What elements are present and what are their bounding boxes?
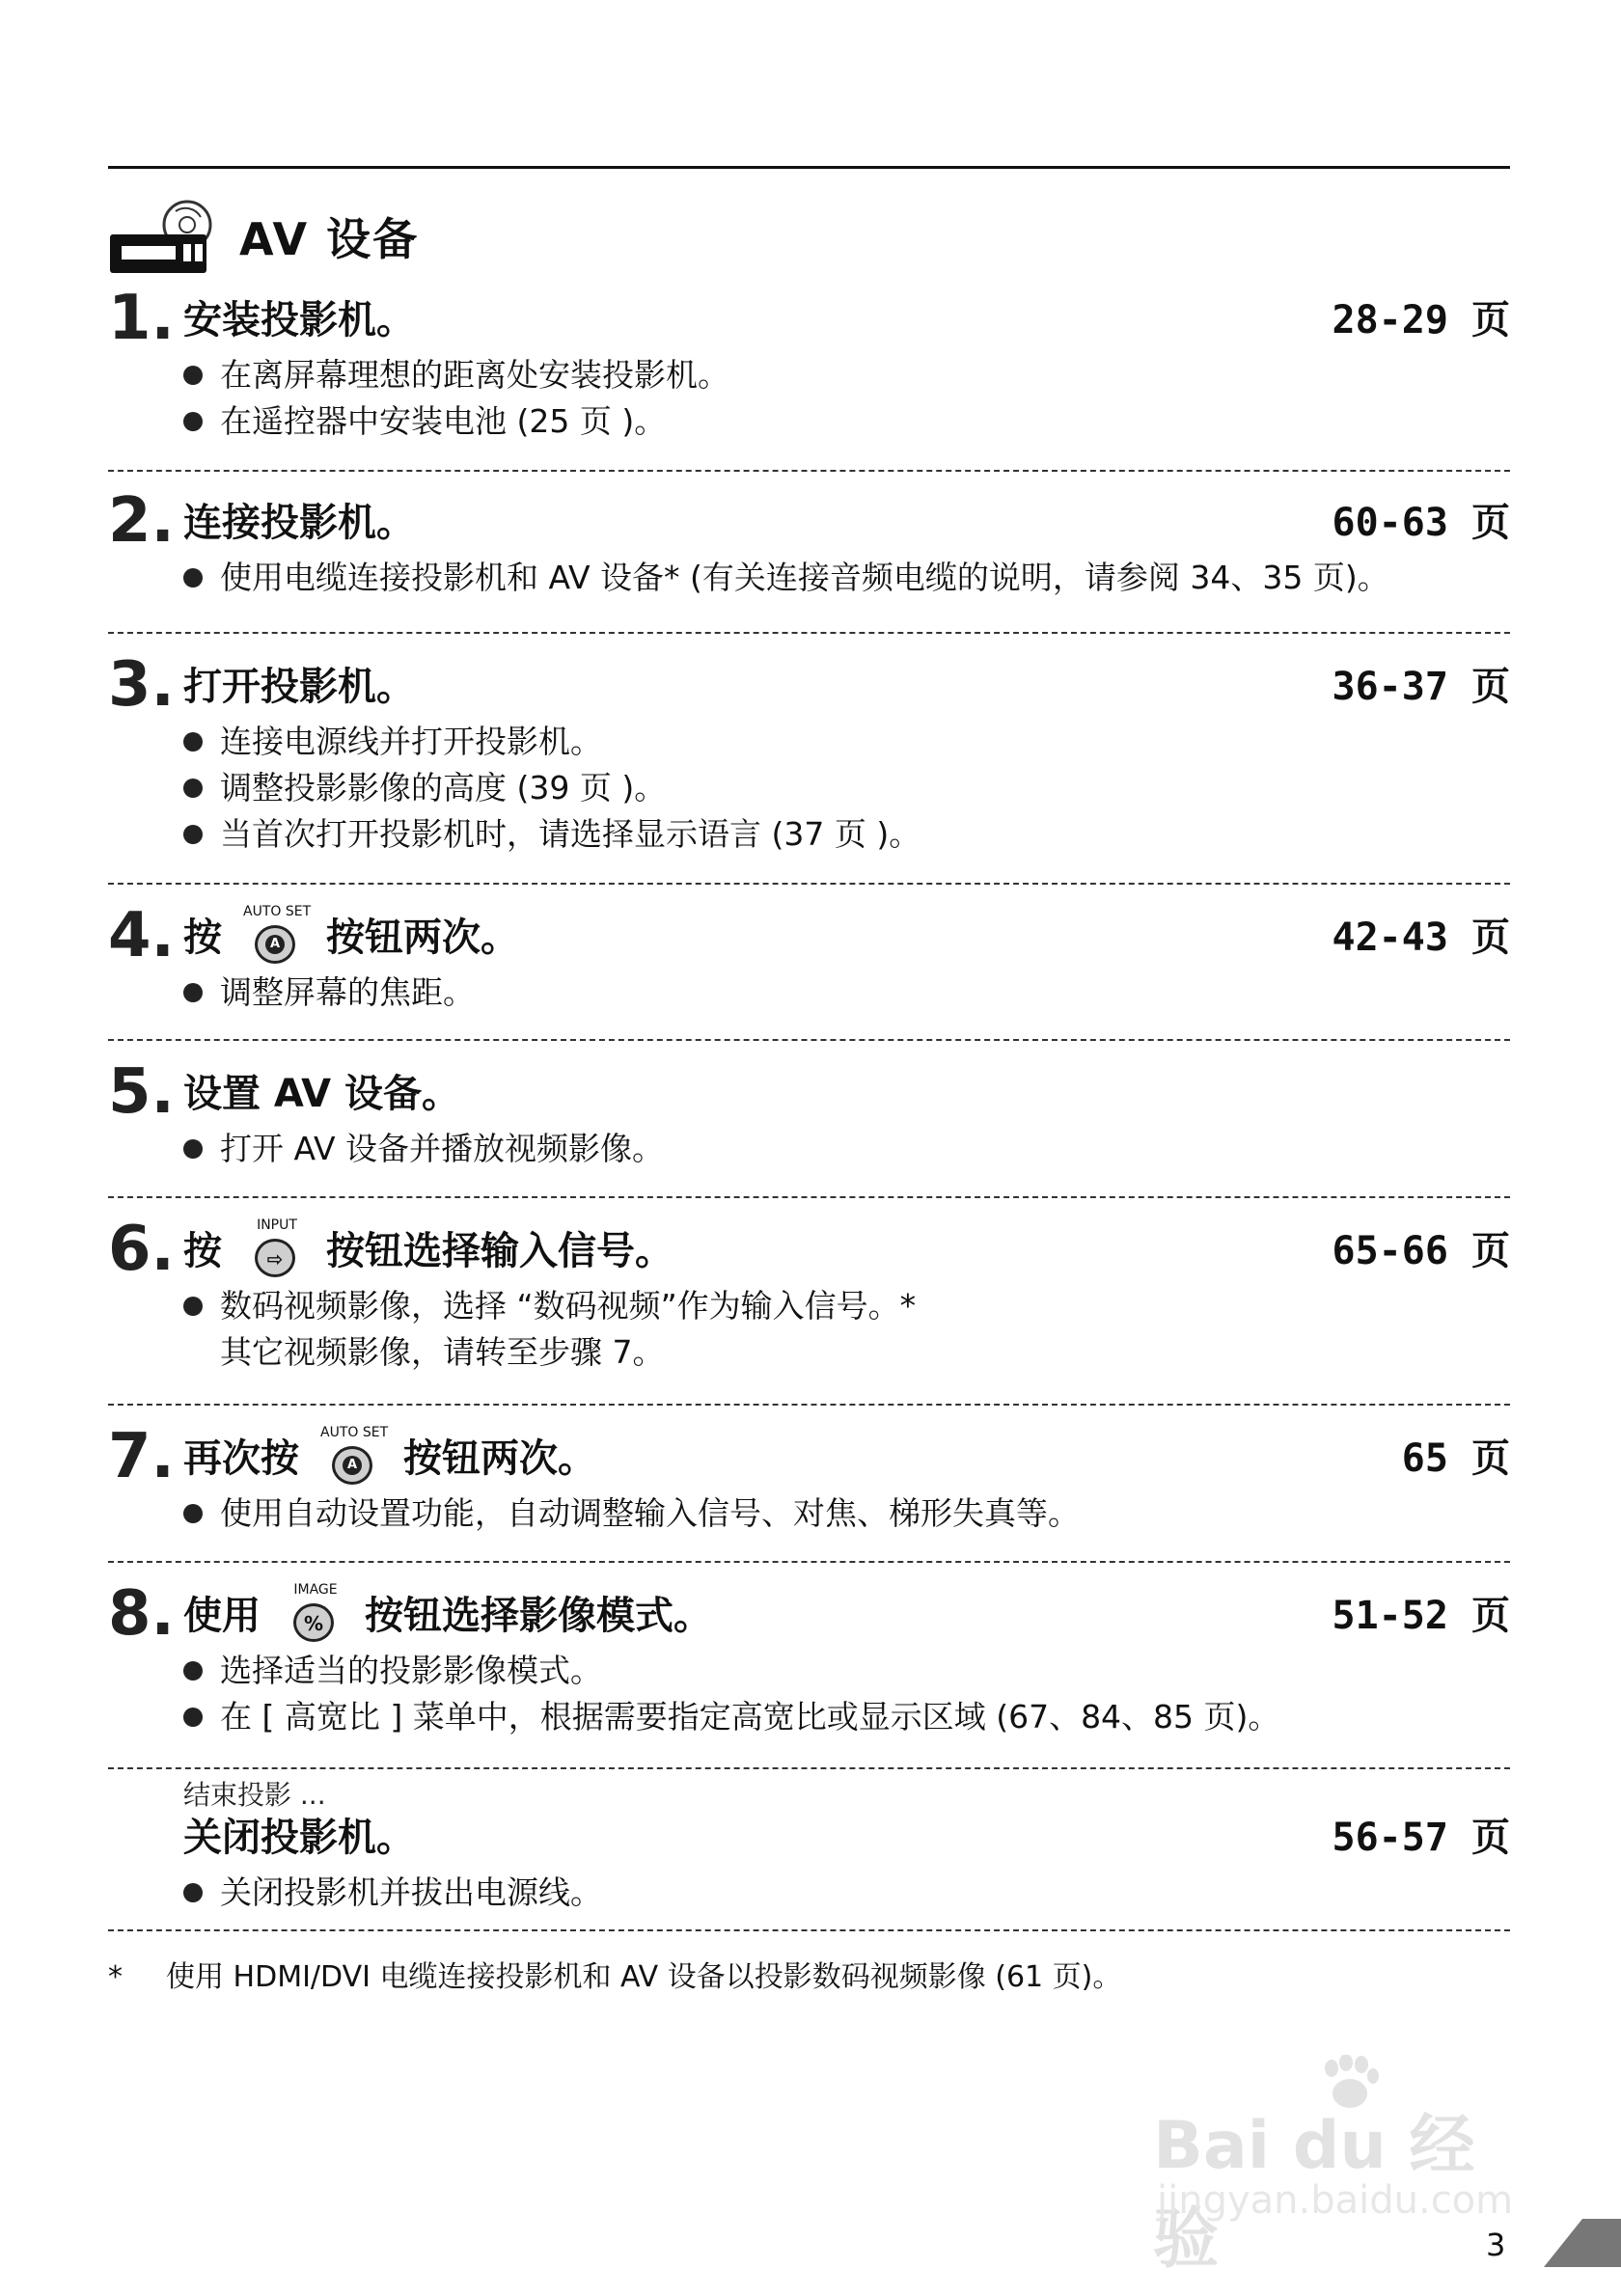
auto-set-button-icon: AUTO SET A: [247, 912, 303, 964]
dashed-divider: [108, 1196, 1510, 1198]
step-8: [108, 1580, 1510, 1740]
list-item: 调整投影影像的高度 (39 页 )。: [183, 765, 1510, 811]
final-step: [108, 1802, 1510, 1916]
step-title: 打开投影机。: [183, 665, 415, 709]
end-projection-label: 结束投影 ...: [183, 1779, 326, 1811]
list-item: 使用电缆连接投影机和 AV 设备* (有关连接音频电缆的说明，请参阅 34、35 页)。: [183, 555, 1510, 601]
step-number: 5.: [108, 1056, 175, 1128]
page-reference: 56-57 页: [1332, 1816, 1510, 1860]
list-item: 当首次打开投影机时，请选择显示语言 (37 页 )。: [183, 811, 1510, 858]
step-number: 6.: [108, 1214, 175, 1285]
step-number: 1.: [108, 283, 175, 354]
step-1: [108, 285, 1510, 445]
page-reference: 51-52 页: [1332, 1594, 1510, 1638]
page-reference: 65 页: [1401, 1436, 1510, 1481]
list-item: 打开 AV 设备并播放视频影像。: [183, 1126, 1510, 1172]
page-number: 3: [1486, 2227, 1506, 2263]
step-number: 4.: [108, 900, 175, 971]
step-6: [108, 1216, 1510, 1376]
step-title: 再次按 AUTO SET A 按钮两次。: [183, 1433, 596, 1485]
dashed-divider: [108, 632, 1510, 634]
dashed-divider: [108, 1039, 1510, 1041]
list-item: 连接电源线并打开投影机。: [183, 719, 1510, 765]
list-item: 调整屏幕的焦距。: [183, 970, 1510, 1016]
list-item: 在遥控器中安装电池 (25 页 )。: [183, 398, 1510, 445]
section-title: AV 设备: [239, 213, 420, 265]
page-reference: 28-29 页: [1332, 298, 1510, 342]
step-title: 安装投影机。: [183, 298, 415, 342]
image-button-icon: IMAGE %: [286, 1590, 342, 1642]
list-item: 使用自动设置功能，自动调整输入信号、对焦、梯形失真等。: [183, 1490, 1510, 1537]
step-5: [108, 1058, 1510, 1172]
step-title: 按 INPUT ⇨ 按钮选择输入信号。: [183, 1225, 673, 1277]
footnote: * 使用 HDMI/DVI 电缆连接投影机和 AV 设备以投影数码视频影像 (61 页)。: [108, 1960, 1122, 1994]
dashed-divider: [108, 1767, 1510, 1769]
step-title: 连接投影机。: [183, 501, 415, 545]
step-4: [108, 902, 1510, 1016]
list-item: 关闭投影机并拔出电源线。: [183, 1870, 1510, 1916]
page-tab-decoration: [1544, 2219, 1621, 2267]
step-title: 按 AUTO SET A 按钮两次。: [183, 912, 519, 964]
page-reference: 42-43 页: [1332, 916, 1510, 960]
step-number: 2.: [108, 485, 175, 557]
step-number: 8.: [108, 1578, 175, 1650]
step-2: [108, 487, 1510, 601]
dashed-divider: [108, 1929, 1510, 1931]
step-number: 3.: [108, 649, 175, 721]
dashed-divider: [108, 883, 1510, 885]
step-7: [108, 1423, 1510, 1537]
step-number: 7.: [108, 1421, 175, 1492]
step-title: 关闭投影机。: [183, 1816, 415, 1860]
page-reference: 60-63 页: [1332, 501, 1510, 545]
list-item: 在离屏幕理想的距离处安装投影机。: [183, 352, 1510, 398]
step-title: 设置 AV 设备。: [183, 1072, 461, 1116]
step-title: 使用 IMAGE % 按钮选择影像模式。: [183, 1590, 712, 1642]
page-reference: 36-37 页: [1332, 665, 1510, 709]
top-rule: [108, 166, 1510, 169]
watermark: Bai du 经验 jingyan.baidu.com: [1153, 2055, 1539, 2228]
dashed-divider: [108, 1404, 1510, 1406]
list-item: 数码视频影像，选择 “数码视频”作为输入信号。*: [183, 1283, 1510, 1329]
section-header: [108, 198, 419, 275]
av-device-icon: [108, 198, 214, 275]
input-button-icon: INPUT ⇨: [247, 1225, 303, 1277]
dashed-divider: [108, 470, 1510, 472]
dashed-divider: [108, 1561, 1510, 1563]
page-reference: 65-66 页: [1332, 1229, 1510, 1273]
list-item: 选择适当的投影影像模式。: [183, 1648, 1510, 1694]
list-item-continuation: 其它视频影像，请转至步骤 7。: [220, 1333, 665, 1371]
list-item: 在 [ 高宽比 ] 菜单中，根据需要指定高宽比或显示区域 (67、84、85 页)。: [183, 1694, 1510, 1740]
step-3: [108, 651, 1510, 858]
auto-set-button-icon: AUTO SET A: [324, 1433, 380, 1485]
